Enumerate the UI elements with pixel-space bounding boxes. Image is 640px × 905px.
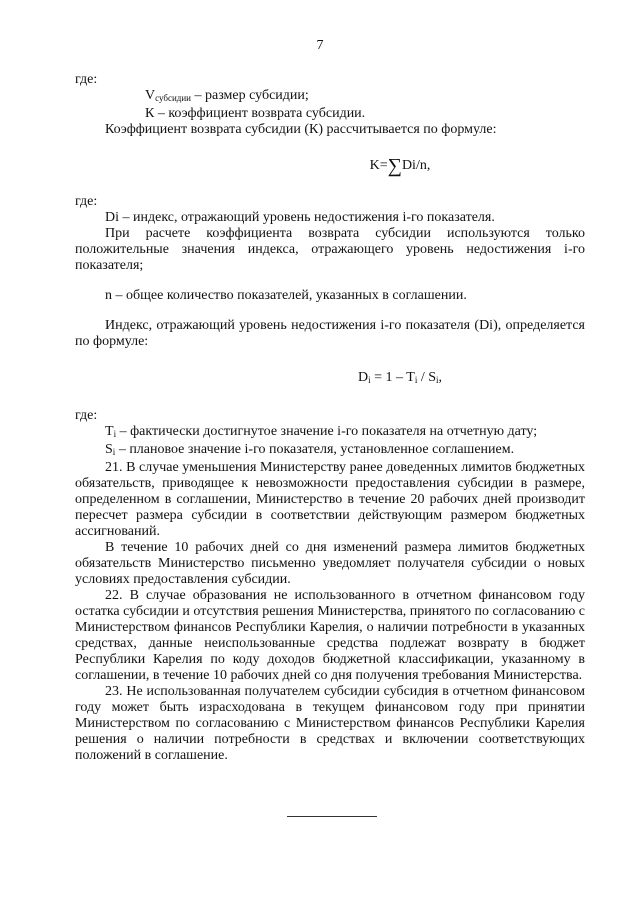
v-subsidy-definition: $V_{субсидии}$ – размер субсидии; xyxy=(145,88,309,103)
di-positive-note: При расчете коэффициента возврата субсидии используются только положительные значения индекса, отражающего уровень недостижения i-го показателя; xyxy=(75,226,585,273)
document-body xyxy=(75,72,585,764)
k-formula-intro: Коэффициент возврата субсидии (К) рассчитывается по формуле: xyxy=(105,122,497,137)
where-label-1: где: xyxy=(75,72,98,87)
page-number: 7 xyxy=(316,38,324,53)
k-formula: K=∑Di/n, xyxy=(369,155,431,177)
paragraph-23: 23. Не использованная получателем субсидии субсидия в отчетном финансовом году может быть израсходована в текущем финансовом году при принятии Министерством по согласованию с Министерством финансов Республики Карелия решения о наличии потребности в средствах и включении соответствующих положений в соглашение. xyxy=(75,684,585,763)
index-formula-intro: Индекс, отражающий уровень недостижения i-го показателя (Di), определяется по формуле: xyxy=(75,318,585,349)
end-separator-line xyxy=(287,816,377,817)
di-definition: Di – индекс, отражающий уровень недостижения i-го показателя. xyxy=(105,210,495,225)
where-label-2: где: xyxy=(75,194,98,209)
paragraph-21: 21. В случае уменьшения Министерству ранее доведенных лимитов бюджетных обязательств, приводящее к невозможности предоставления субсидии в размере, определенном в соглашении, Министерство в течение 20 рабочих дней производит пересчет размера субсидии в соответствии действующим размером бюджетных ассигнований. xyxy=(75,460,585,539)
si-definition: $S_i$ – плановое значение i-го показателя, установленное соглашением. xyxy=(105,442,515,457)
ti-definition: $T_i$ – фактически достигнутое значение i-го показателя на отчетную дату; xyxy=(105,424,538,439)
d-formula: $D_i = 1 - T_i / S_i$, xyxy=(357,370,443,385)
paragraph-21-notice: В течение 10 рабочих дней со дня изменений размера лимитов бюджетных обязательств Министерство письменно уведомляет получателя субсидии о новых условиях предоставления субсидии. xyxy=(75,540,585,587)
where-label-3: где: xyxy=(75,408,98,423)
paragraph-22: 22. В случае образования не использованного в отчетном финансовом году остатка субсидии и отсутствия решения Министерства, принятого по согласованию с Министерством финансов Республики Карелия, о наличии потребности в указанных средствах, данные неиспользованные средства подлежат возврату в бюджет Республики Карелия по коду доходов бюджетной классификации, указанному в соглашении, в течение 10 рабочих дней со дня получения требования Министерства. xyxy=(75,588,585,683)
k-definition: К – коэффициент возврата субсидии. xyxy=(145,106,366,121)
n-definition: n – общее количество показателей, указанных в соглашении. xyxy=(105,288,467,303)
